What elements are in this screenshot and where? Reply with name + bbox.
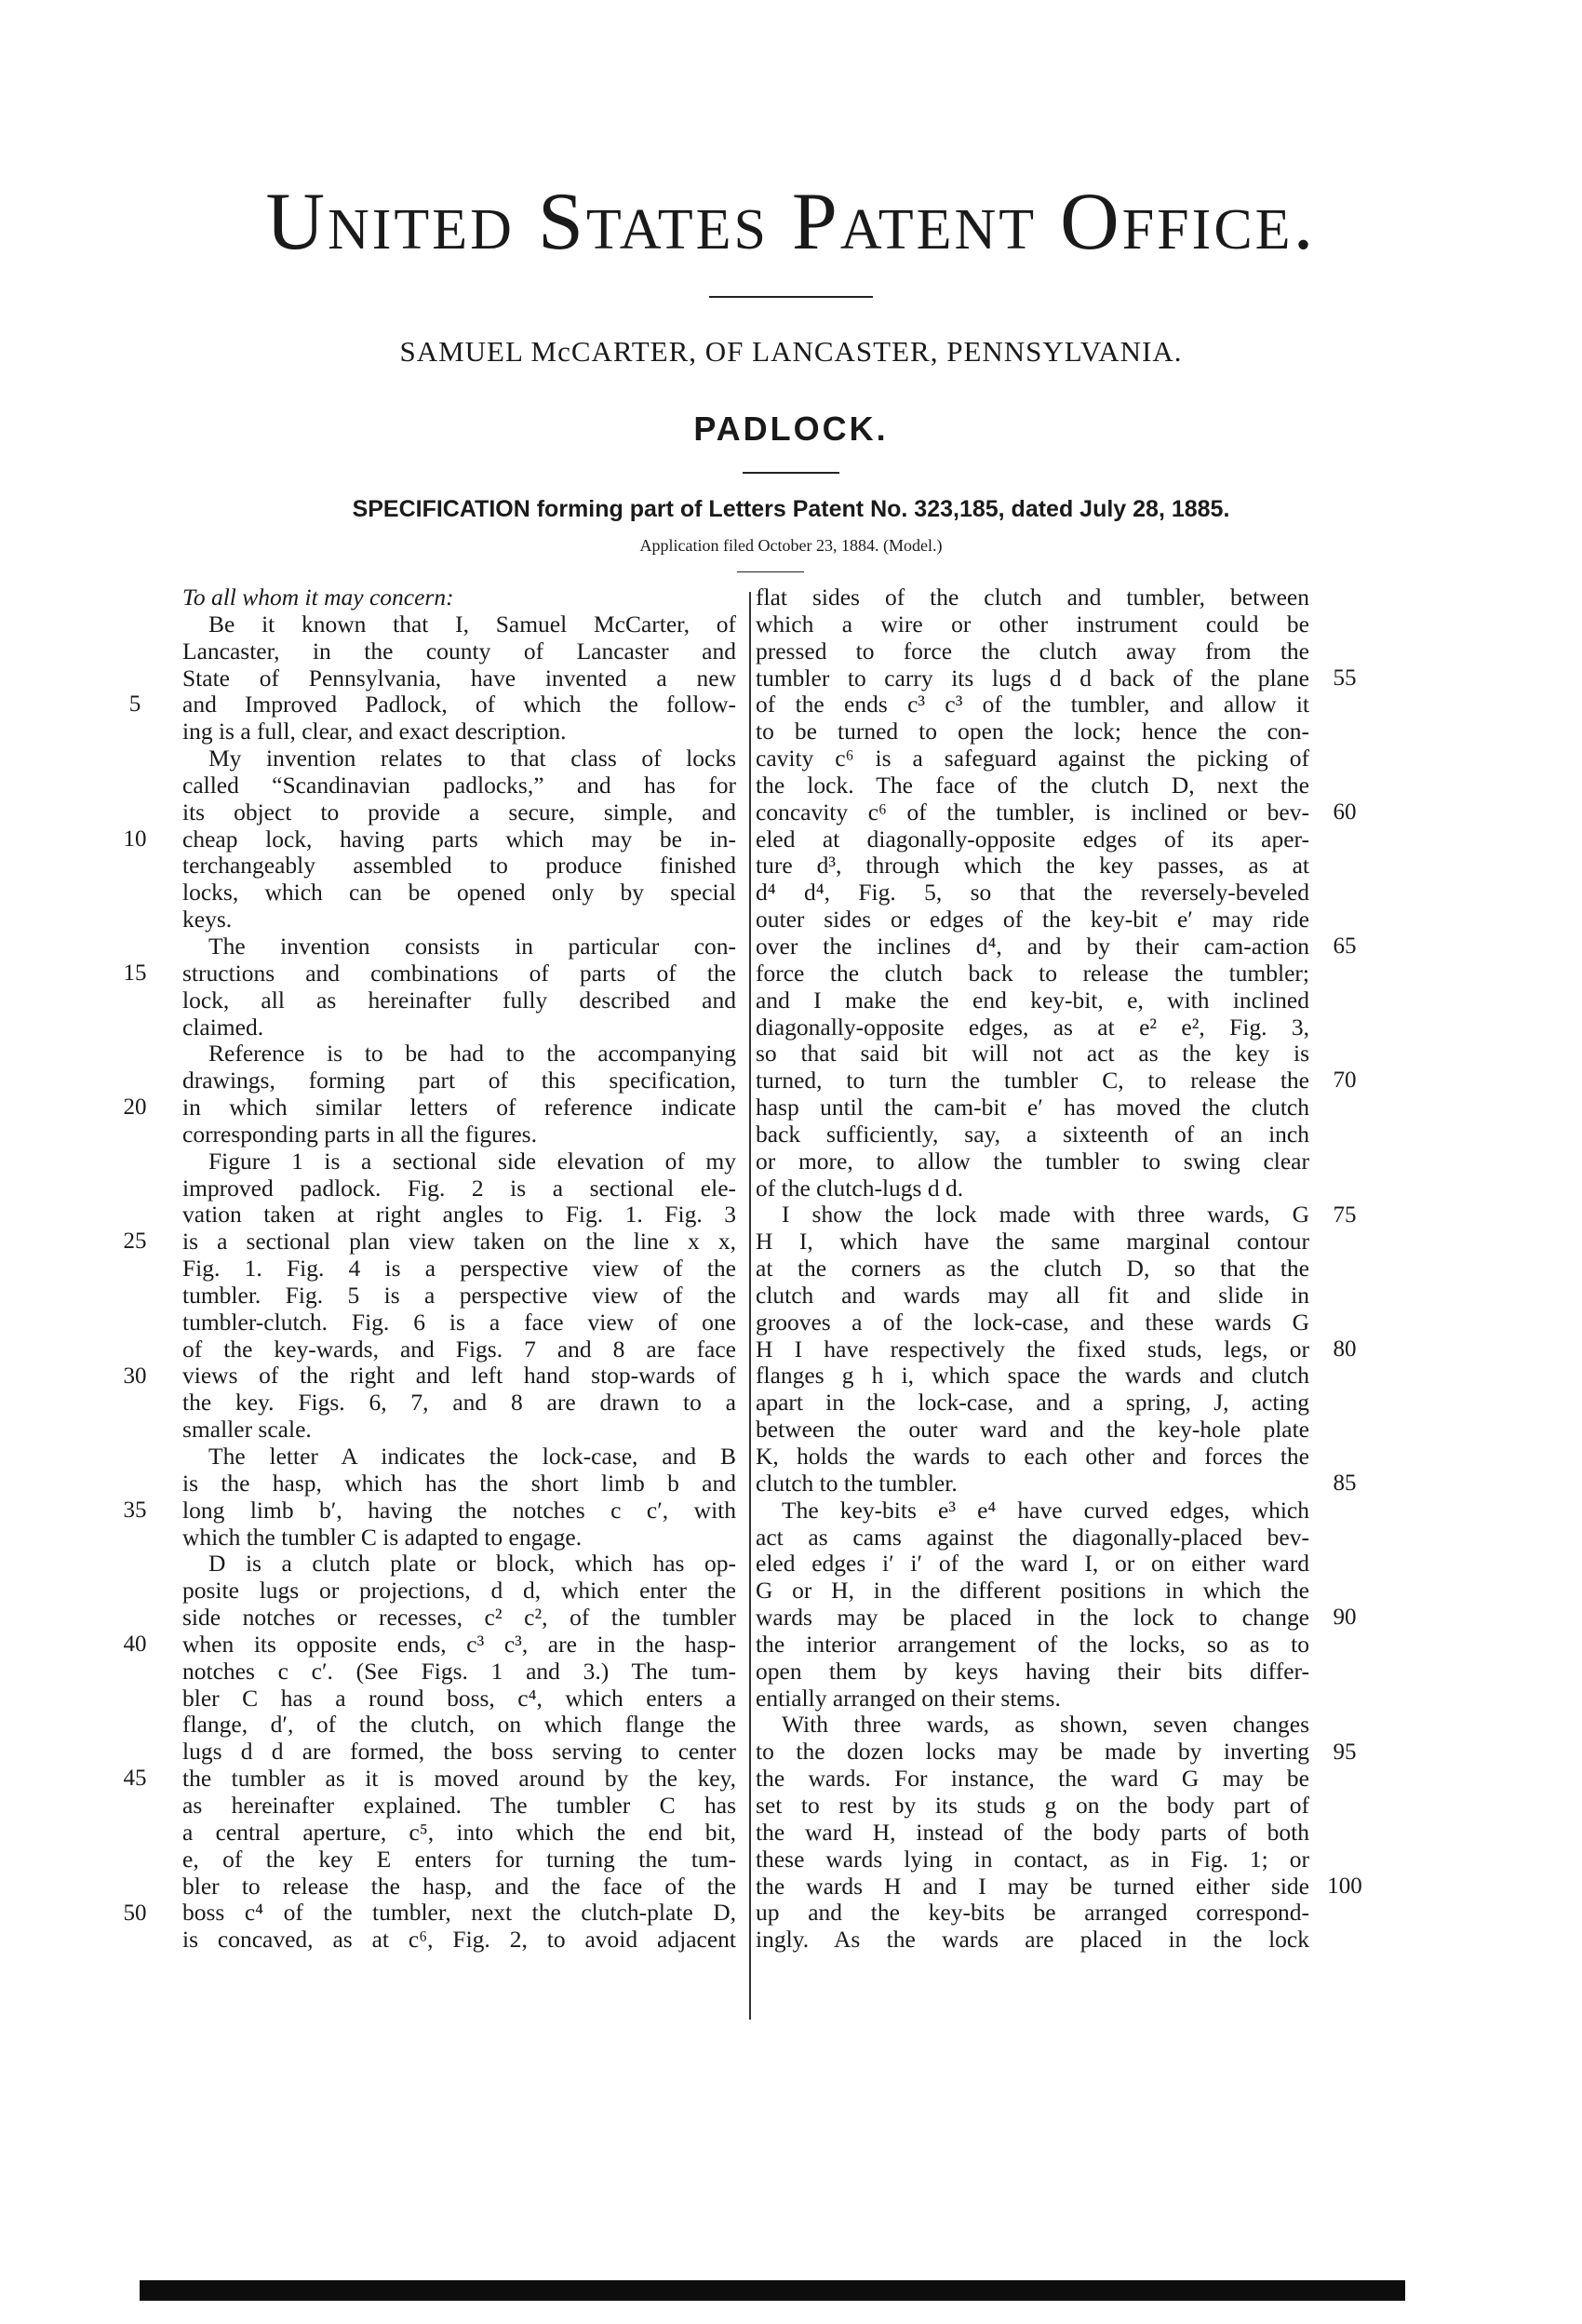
margin-line-number: 100 [1327, 1873, 1362, 1899]
text-line: K, holds the wards to each other and forces the [756, 1443, 1309, 1470]
text-line: diagonally-opposite edges, as at e² e², Fig. 3, [756, 1013, 1309, 1041]
text-line: as hereinafter explained. The tumbler C has [182, 1791, 736, 1819]
text-line: Figure 1 is a sectional side elevation of my [208, 1147, 736, 1175]
text-line: H I, which have the same marginal contour [756, 1228, 1309, 1256]
text-line: cheap lock, having parts which may be in- [182, 825, 736, 853]
text-line: and Improved Padlock, of which the follow- [182, 691, 736, 719]
text-line: when its opposite ends, c³ c³, are in the hasp- [182, 1630, 736, 1658]
text-line: d⁴ d⁴, Fig. 5, so that the reversely-beveled [756, 879, 1309, 907]
text-line: or more, to allow the tumbler to swing clear [756, 1147, 1309, 1175]
text-line: My invention relates to that class of locks [208, 745, 736, 772]
text-line: hasp until the cam-bit e′ has moved the clutch [756, 1094, 1309, 1122]
text-line: The letter A indicates the lock-case, and B [208, 1443, 736, 1470]
text-line: eled edges i′ i′ of the ward I, or on either ward [756, 1550, 1309, 1578]
text-line: at the corners as the clutch D, so that the [756, 1255, 1309, 1283]
text-line: of the clutch-lugs d d. [756, 1174, 964, 1202]
text-line: these wards lying in contact, as in Fig. 1; or [756, 1845, 1309, 1873]
text-line: bler to release the hasp, and the face of the [182, 1872, 736, 1900]
text-line: ing is a full, clear, and exact description. [182, 718, 567, 746]
text-line: boss c⁴ of the tumbler, next the clutch-plate D, [182, 1899, 736, 1927]
specification-line: SPECIFICATION forming part of Letters Patent No. 323,185, dated July 28, 1885. [352, 496, 1230, 522]
margin-line-number: 5 [128, 692, 141, 718]
text-line: pressed to force the clutch away from the [756, 637, 1309, 665]
text-line: Be it known that I, Samuel McCarter, of [208, 610, 736, 638]
text-line: State of Pennsylvania, have invented a new [182, 664, 736, 692]
text-line: which a wire or other instrument could be [756, 610, 1309, 638]
text-line: between the outer ward and the key-hole plate [756, 1416, 1309, 1444]
margin-line-number: 85 [1333, 1471, 1357, 1497]
margin-line-number: 80 [1333, 1336, 1357, 1362]
text-line: flanges g h i, which space the wards and clutch [756, 1362, 1309, 1390]
text-line: The invention consists in particular con- [208, 932, 736, 960]
margin-line-number: 10 [123, 826, 147, 852]
text-line: The key-bits e³ e⁴ have curved edges, which [782, 1496, 1309, 1524]
text-line: Fig. 1. Fig. 4 is a perspective view of the [182, 1255, 736, 1283]
text-line: turned, to turn the tumbler C, to release the [756, 1067, 1309, 1095]
margin-line-number: 60 [1333, 799, 1357, 825]
text-line: set to rest by its studs g on the body part of [756, 1791, 1309, 1819]
text-line: bler C has a round boss, c⁴, which enters a [182, 1684, 736, 1712]
text-line: terchangeably assembled to produce finished [182, 852, 736, 880]
text-line: the wards. For instance, the ward G may be [756, 1765, 1309, 1793]
text-line: eled at diagonally-opposite edges of its aper- [756, 825, 1309, 853]
text-line: act as cams against the diagonally-placed bev- [756, 1523, 1309, 1551]
text-line: wards may be placed in the lock to change [756, 1604, 1309, 1632]
text-line: grooves a of the lock-case, and these wards G [756, 1308, 1309, 1336]
text-line: To all whom it may concern: [182, 584, 454, 611]
text-line: e, of the key E enters for turning the tum- [182, 1845, 736, 1873]
text-line: clutch to the tumbler. [756, 1469, 958, 1497]
application-rule [737, 571, 804, 572]
text-line: structions and combinations of parts of the [182, 959, 736, 987]
text-line: D is a clutch plate or block, which has op- [208, 1550, 736, 1578]
text-line: entially arranged on their stems. [756, 1684, 1061, 1712]
text-line: back sufficiently, say, a sixteenth of an inch [756, 1120, 1309, 1148]
text-line: the ward H, instead of the body parts of both [756, 1818, 1309, 1846]
margin-line-number: 25 [123, 1229, 147, 1255]
text-line: over the inclines d⁴, and by their cam-action [756, 932, 1309, 960]
left-column [182, 584, 736, 1954]
text-line: views of the right and left hand stop-wards of [182, 1362, 736, 1390]
text-line: force the clutch back to release the tumbler; [756, 959, 1309, 987]
text-line: the lock. The face of the clutch D, next the [756, 771, 1309, 799]
text-line: lugs d d are formed, the boss serving to center [182, 1738, 736, 1766]
bottom-scan-bar [140, 2280, 1405, 2301]
text-line: concavity c⁶ of the tumbler, is inclined or bev- [756, 798, 1309, 826]
text-line: corresponding parts in all the figures. [182, 1120, 537, 1148]
inventor-line: SAMUEL McCARTER, OF LANCASTER, PENNSYLVANIA. [399, 335, 1183, 368]
text-line: tumbler. Fig. 5 is a perspective view of the [182, 1281, 736, 1309]
margin-line-number: 35 [123, 1497, 147, 1523]
text-line: of the ends c³ c³ of the tumbler, and allow it [756, 691, 1309, 719]
margin-line-number: 45 [123, 1766, 147, 1792]
text-line: to the dozen locks may be made by inverting [756, 1738, 1309, 1766]
text-line: which the tumbler C is adapted to engage. [182, 1523, 583, 1551]
text-line: flange, d′, of the clutch, on which flange the [182, 1711, 736, 1739]
text-line: the key. Figs. 6, 7, and 8 are drawn to a [182, 1389, 736, 1417]
margin-line-number: 90 [1333, 1605, 1357, 1631]
text-line: claimed. [182, 1013, 264, 1041]
patent-office-title: United States Patent Office. [265, 177, 1317, 267]
text-line: drawings, forming part of this specification, [182, 1067, 736, 1095]
margin-line-number: 55 [1333, 665, 1357, 691]
text-line: is a sectional plan view taken on the line x x, [182, 1228, 736, 1256]
text-line: flat sides of the clutch and tumbler, between [756, 584, 1309, 611]
text-line: tumbler-clutch. Fig. 6 is a face view of one [182, 1308, 736, 1336]
text-line: cavity c⁶ is a safeguard against the picking of [756, 745, 1309, 772]
title-rule [709, 296, 873, 298]
text-line: ingly. As the wards are placed in the lock [756, 1926, 1309, 1954]
text-line: keys. [182, 906, 233, 934]
text-line: smaller scale. [182, 1416, 312, 1444]
text-line: tumbler to carry its lugs d d back of the plane [756, 664, 1309, 692]
text-line: posite lugs or projections, d d, which enter the [182, 1577, 736, 1605]
text-line: outer sides or edges of the key-bit e′ may ride [756, 906, 1309, 934]
margin-line-number: 15 [123, 960, 147, 986]
column-divider [749, 592, 751, 2020]
text-line: Reference is to be had to the accompanying [208, 1040, 736, 1068]
text-line: open them by keys having their bits differ- [756, 1657, 1309, 1685]
margin-line-number: 40 [123, 1632, 147, 1658]
text-line: I show the lock made with three wards, G [782, 1201, 1309, 1229]
text-line: clutch and wards may all fit and slide in [756, 1281, 1309, 1309]
text-line: G or H, in the different positions in which the [756, 1577, 1309, 1605]
application-line: Application filed October 23, 1884. (Model.) [639, 536, 943, 555]
text-line: Lancaster, in the county of Lancaster and [182, 637, 736, 665]
text-line: in which similar letters of reference indicate [182, 1094, 736, 1122]
text-line: the tumbler as it is moved around by the key, [182, 1765, 736, 1793]
text-line: With three wards, as shown, seven changes [782, 1711, 1309, 1739]
text-line: apart in the lock-case, and a spring, J, acting [756, 1389, 1309, 1417]
text-line: is the hasp, which has the short limb b and [182, 1469, 736, 1497]
margin-line-number: 20 [123, 1095, 147, 1121]
text-line: H I have respectively the fixed studs, legs, or [756, 1335, 1309, 1363]
text-line: lock, all as hereinafter fully described and [182, 986, 736, 1014]
text-line: long limb b′, having the notches c c′, with [182, 1496, 736, 1524]
text-line: vation taken at right angles to Fig. 1. Fig. 3 [182, 1201, 736, 1229]
text-line: to be turned to open the lock; hence the con- [756, 718, 1309, 746]
text-line: the interior arrangement of the locks, so as to [756, 1630, 1309, 1658]
text-line: the wards H and I may be turned either side [756, 1872, 1309, 1900]
text-line: ture d³, through which the key passes, as at [756, 852, 1309, 880]
text-line: called “Scandinavian padlocks,” and has for [182, 771, 736, 799]
margin-line-number: 70 [1333, 1068, 1357, 1094]
subtitle-rule [743, 472, 839, 474]
text-line: so that said bit will not act as the key is [756, 1040, 1309, 1068]
invention-title: PADLOCK. [693, 410, 889, 448]
text-line: of the key-wards, and Figs. 7 and 8 are face [182, 1335, 736, 1363]
text-line: up and the key-bits be arranged correspond- [756, 1899, 1309, 1927]
margin-line-number: 30 [123, 1363, 147, 1389]
margin-line-number: 65 [1333, 934, 1357, 960]
text-line: notches c c′. (See Figs. 1 and 3.) The tum- [182, 1657, 736, 1685]
margin-line-number: 50 [123, 1900, 147, 1926]
text-line: and I make the end key-bit, e, with inclined [756, 986, 1309, 1014]
margin-line-number: 95 [1333, 1739, 1357, 1765]
margin-line-number: 75 [1333, 1202, 1357, 1228]
text-line: improved padlock. Fig. 2 is a sectional ele- [182, 1174, 736, 1202]
text-line: its object to provide a secure, simple, and [182, 798, 736, 826]
text-line: locks, which can be opened only by special [182, 879, 736, 907]
right-column [756, 584, 1309, 1954]
text-line: a central aperture, c⁵, into which the end bit, [182, 1818, 736, 1846]
text-line: is concaved, as at c⁶, Fig. 2, to avoid adjacent [182, 1926, 736, 1954]
text-line: side notches or recesses, c² c², of the tumbler [182, 1604, 736, 1632]
